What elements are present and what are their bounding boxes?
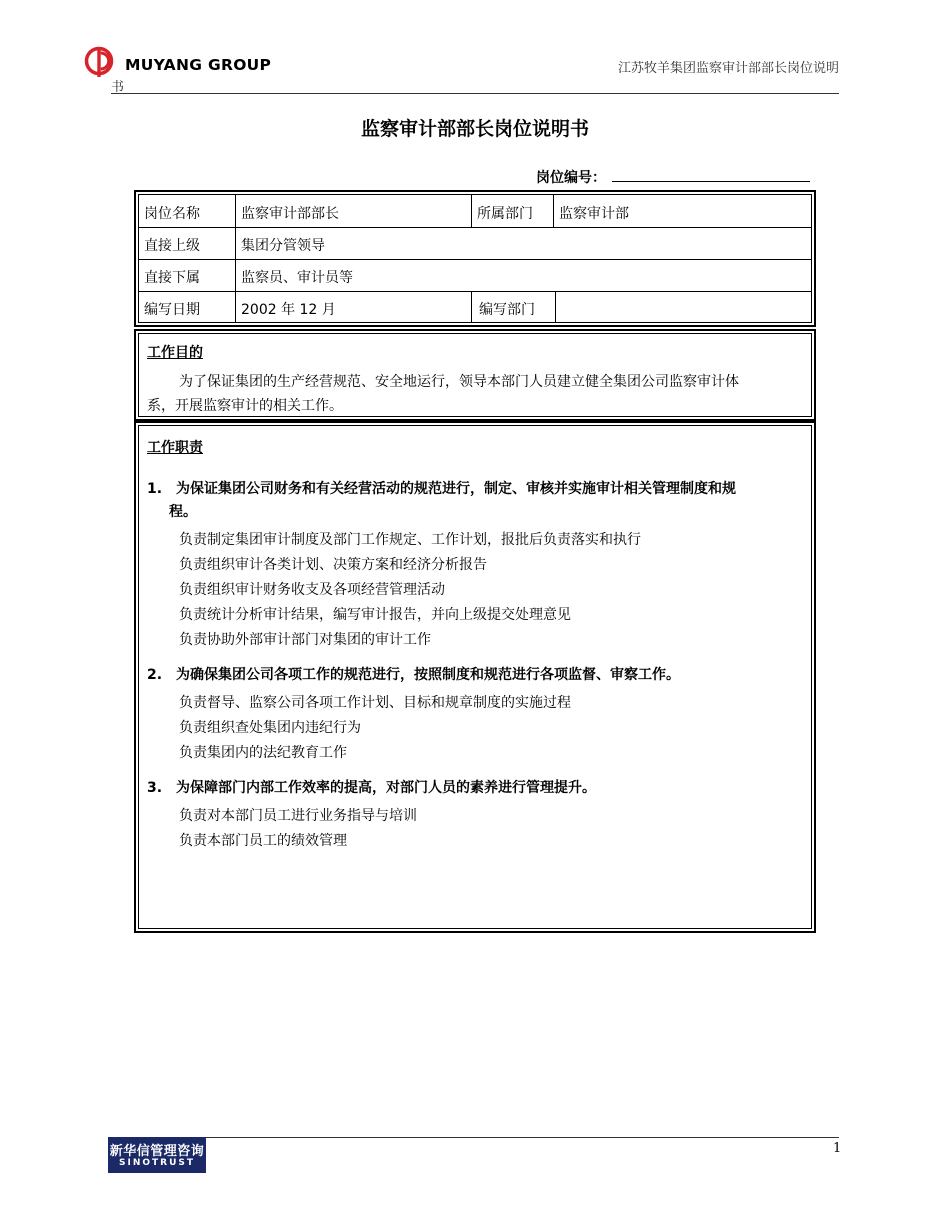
- purpose-section: [134, 329, 816, 421]
- purpose-section-inner: [138, 333, 812, 417]
- purpose-text-line1: 为了保证集团的生产经营规范、安全地运行，领导本部门人员建立健全集团公司监察审计体: [179, 374, 739, 390]
- document-title: 监察审计部部长岗位说明书: [360, 118, 589, 140]
- value-direct-superior: 集团分管领导: [241, 238, 325, 254]
- duty-1-number: 1.: [147, 481, 163, 497]
- label-department: 所属部门: [477, 206, 533, 222]
- duty-3-item-1: 负责对本部门员工进行业务指导与培训: [179, 808, 417, 824]
- company-name: MUYANG GROUP: [125, 56, 272, 74]
- sinotrust-logo-cn: 新华信管理咨询: [109, 1144, 205, 1159]
- muyang-logo-icon: [84, 44, 116, 78]
- position-number-label: 岗位编号：: [536, 170, 606, 186]
- position-number-field[interactable]: [612, 181, 810, 182]
- value-position-name: 监察审计部部长: [241, 206, 339, 222]
- page-number: 1: [833, 1141, 842, 1156]
- duties-title: 工作职责: [147, 440, 203, 456]
- duty-2-item-1: 负责督导、监察公司各项工作计划、目标和规章制度的实施过程: [179, 695, 571, 711]
- duty-2-number: 2.: [147, 667, 163, 683]
- duty-2-item-3: 负责集团内的法纪教育工作: [179, 745, 347, 761]
- duty-3-heading: 为保障部门内部工作效率的提高，对部门人员的素养进行管理提升。: [176, 780, 596, 796]
- duty-2-heading: 为确保集团公司各项工作的规范进行，按照制度和规范进行各项监督、审察工作。: [176, 667, 680, 683]
- duty-1-heading-line2: 程。: [169, 504, 197, 520]
- label-written-date: 编写日期: [144, 302, 200, 318]
- header-divider: [111, 93, 839, 94]
- duty-2-item-2: 负责组织查处集团内违纪行为: [179, 720, 361, 736]
- value-written-date: 2002 年 12 月: [241, 302, 336, 318]
- document-header-title-wrap: 书: [111, 80, 125, 95]
- duty-3-item-2: 负责本部门员工的绩效管理: [179, 833, 347, 849]
- duty-1-item-4: 负责统计分析审计结果，编写审计报告，并向上级提交处理意见: [179, 607, 571, 623]
- duties-section: [134, 421, 816, 933]
- purpose-text-line2: 系，开展监察审计的相关工作。: [147, 398, 343, 414]
- sinotrust-logo: [108, 1137, 206, 1173]
- sinotrust-logo-en: SINOTRUST: [118, 1158, 195, 1168]
- value-department: 监察审计部: [559, 206, 629, 222]
- document-header-title: 江苏牧羊集团监察审计部部长岗位说明: [617, 61, 839, 76]
- label-direct-superior: 直接上级: [144, 238, 200, 254]
- duty-3-number: 3.: [147, 780, 163, 796]
- footer-divider: [111, 1137, 839, 1138]
- value-direct-subordinates: 监察员、审计员等: [241, 270, 353, 286]
- duty-1-item-2: 负责组织审计各类计划、决策方案和经济分析报告: [179, 557, 487, 573]
- duty-1-item-3: 负责组织审计财务收支及各项经营管理活动: [179, 582, 445, 598]
- duty-1-item-1: 负责制定集团审计制度及部门工作规定、工作计划，报批后负责落实和执行: [179, 532, 641, 548]
- info-table-inner: [138, 194, 812, 323]
- duties-section-inner: [138, 425, 812, 929]
- duty-1-heading-line1: 为保证集团公司财务和有关经营活动的规范进行，制定、审核并实施审计相关管理制度和规: [176, 481, 736, 497]
- label-written-department: 编写部门: [479, 302, 535, 318]
- purpose-title: 工作目的: [147, 345, 203, 361]
- label-position-name: 岗位名称: [144, 206, 200, 222]
- duty-1-item-5: 负责协助外部审计部门对集团的审计工作: [179, 632, 431, 648]
- label-direct-subordinates: 直接下属: [144, 270, 200, 286]
- info-table: [134, 190, 816, 327]
